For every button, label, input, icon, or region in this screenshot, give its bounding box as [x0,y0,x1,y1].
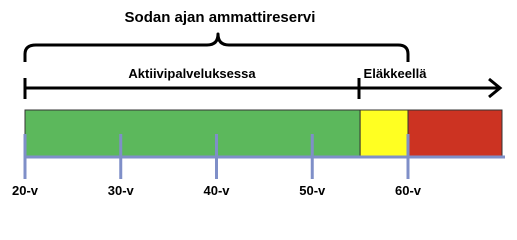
retired-label: Eläkkeellä [363,66,427,81]
career-segments [25,110,502,157]
tick-label-50: 50-v [299,183,326,198]
tick-label-60: 60-v [394,183,422,198]
segment-green [25,110,360,157]
tick-label-20: 20-v [11,183,39,198]
tick-label-40: 40-v [203,183,230,198]
segment-yellow [360,110,408,157]
tick-label-30: 30-v [107,183,134,198]
diagram-title: Sodan ajan ammattireservi [124,9,316,26]
reserve-period-brace [25,34,408,62]
segment-red [408,110,502,157]
active-service-label: Aktiivipalveluksessa [128,66,256,81]
